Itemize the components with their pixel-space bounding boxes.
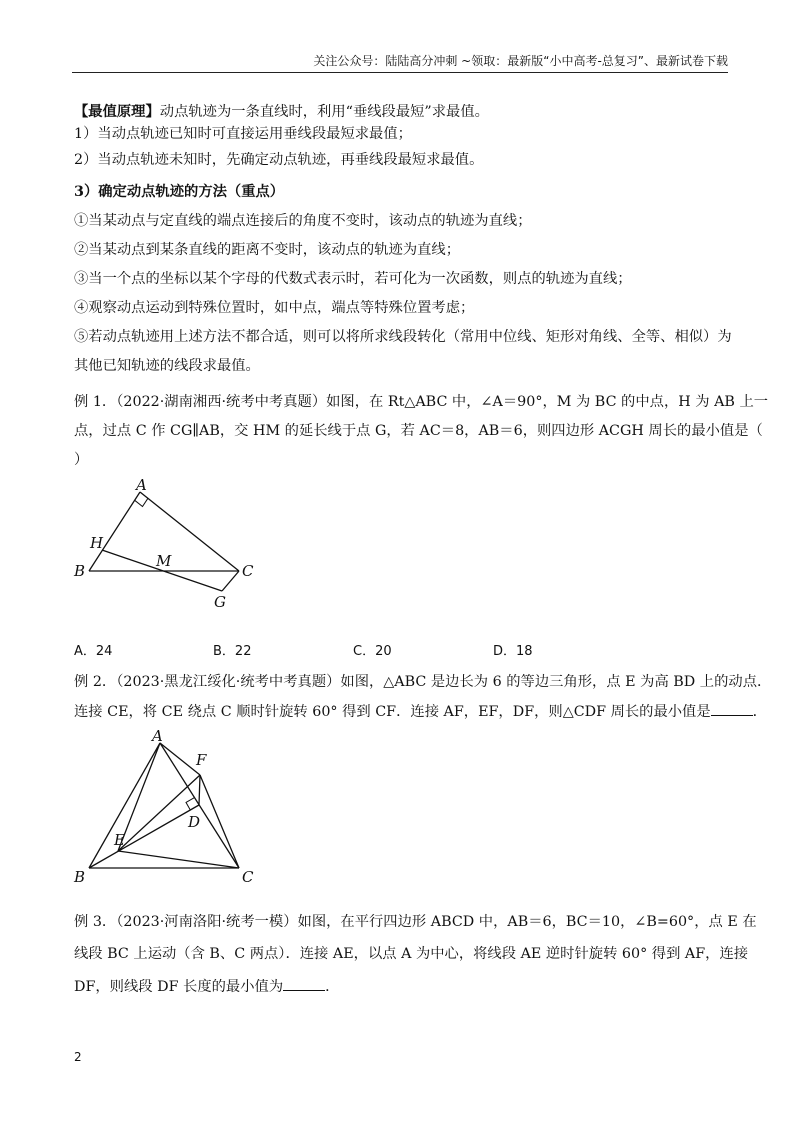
- principle-text: 动点轨迹为一条直线时，利用“垂线段最短”求最值。: [159, 104, 489, 120]
- figure-2-triangle: [70, 725, 270, 885]
- fig2-segment-bd: [89, 805, 199, 868]
- option-c: C．20: [353, 644, 392, 659]
- method-4: ④观察动点运动到特殊位置时，如中点，端点等特殊位置考虑；: [74, 300, 475, 316]
- fig2-segment-df: [199, 775, 200, 805]
- option-b: B．22: [213, 644, 252, 659]
- method-5-line-1: ⑤若动点轨迹用上述方法不都合适，则可以将所求线段转化（常用中位线、矩形对角线、全等、相似）为: [74, 329, 732, 345]
- fig1-segment-ab: [89, 492, 140, 571]
- answer-blank-2: [711, 701, 753, 716]
- method-heading: 3）确定动点轨迹的方法（重点）: [74, 184, 285, 200]
- principle-point-1: 1）当动点轨迹已知时可直接运用垂线段最短求最值；: [74, 126, 412, 142]
- method-3: ③当一个点的坐标以某个字母的代数式表示时，若可化为一次函数，则点的轨迹为直线；: [74, 271, 632, 287]
- figure-1-triangle: [70, 470, 270, 620]
- fig2-label-d: D: [188, 813, 201, 831]
- example-3-line-3-text: DF，则线段 DF 长度的最小值为: [74, 979, 284, 995]
- page-header: 关注公众号：陆陆高分冲刺 ~领取：最新版“小中高考-总复习”、最新试卷下载: [313, 54, 728, 68]
- fig2-label-b: B: [74, 868, 86, 885]
- fig2-segment-cf: [200, 775, 239, 868]
- principle-point-2: 2）当动点轨迹未知时，先确定动点轨迹，再垂线段最短求最值。: [74, 152, 484, 168]
- example-2-line-1: 例 2．（2023·黑龙江绥化·统考中考真题）如图，△ABC 是边长为 6 的等边三角形，点 E 为高 BD 上的动点．: [74, 674, 772, 690]
- page-number: 2: [74, 1050, 82, 1064]
- example-3-line-3: [74, 976, 726, 997]
- fig2-segment-af: [160, 743, 200, 775]
- option-d: D．18: [493, 644, 533, 659]
- example-1-line-3: ）: [74, 452, 89, 468]
- fig1-label-m: M: [156, 552, 172, 570]
- fig1-label-g: G: [214, 593, 226, 611]
- fig1-label-c: C: [242, 562, 254, 580]
- fig1-segment-cg: [222, 571, 239, 591]
- example-3-line-2: 线段 BC 上运动（含 B、C 两点）．连接 AE，以点 A 为中心，将线段 AE 逆时针旋转 60° 得到 AF，连接: [74, 946, 749, 962]
- example-3-line-1: 例 3．（2023·河南洛阳·统考一模）如图，在平行四边形 ABCD 中，AB＝6，BC＝10，∠B=60°，点 E 在: [74, 914, 757, 930]
- fig1-label-h: H: [90, 534, 104, 552]
- header-rule: [72, 72, 728, 73]
- principle-tag: 【最值原理】: [74, 104, 160, 120]
- fig2-label-a: A: [152, 727, 163, 745]
- method-2: ②当某动点到某条直线的距离不变时，该动点的轨迹为直线；: [74, 242, 461, 258]
- option-a: A．24: [74, 644, 113, 659]
- principle-line: [74, 102, 726, 122]
- answer-blank-3: [283, 976, 325, 991]
- example-2-line-2-end: ．: [752, 704, 767, 720]
- example-1-line-1: 例 1．（2022·湖南湘西·统考中考真题）如图，在 Rt△ABC 中，∠A＝90°，M 为 BC 的中点，H 为 AB 上一: [74, 394, 769, 410]
- example-1-line-2: 点，过点 C 作 CG∥AB，交 HM 的延长线于点 G，若 AC＝8，AB＝6，则四边形 ACGH 周长的最小值是（: [74, 423, 763, 439]
- fig1-segment-ac: [140, 492, 239, 571]
- fig1-label-b: B: [74, 562, 86, 580]
- fig2-label-e: E: [114, 831, 125, 849]
- method-1: ①当某动点与定直线的端点连接后的角度不变时，该动点的轨迹为直线；: [74, 213, 532, 229]
- fig2-segment-ab: [89, 743, 160, 868]
- method-5-line-2: 其他已知轨迹的线段求最值。: [74, 358, 260, 374]
- fig2-label-f: F: [196, 751, 207, 769]
- example-2-line-2: [74, 701, 767, 722]
- fig1-label-a: A: [136, 476, 147, 494]
- fig1-right-angle-mark: [135, 498, 148, 506]
- example-3-line-3-end: ．: [325, 979, 340, 995]
- example-2-line-2-text: 连接 CE，将 CE 绕点 C 顺时针旋转 60° 得到 CF．连接 AF，EF，DF，则△CDF 周长的最小值是: [74, 704, 711, 720]
- fig2-label-c: C: [242, 868, 254, 885]
- fig2-segment-ce: [118, 851, 239, 868]
